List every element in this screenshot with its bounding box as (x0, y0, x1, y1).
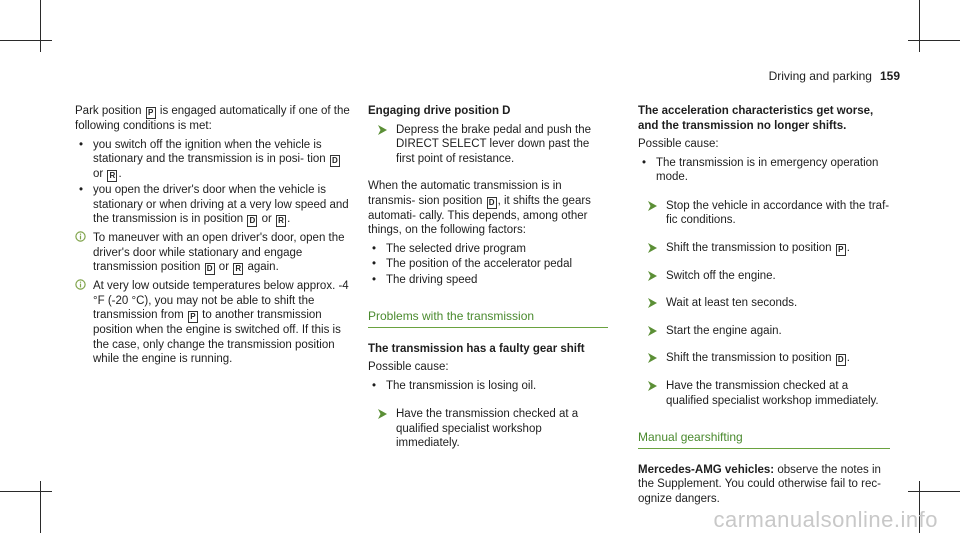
amg-paragraph: Mercedes-AMG vehicles: observe the notes in the Supplement. You could otherwise fail to rec- ognize dangers. (638, 463, 881, 505)
note-icon (75, 279, 93, 367)
column-1 (75, 104, 351, 371)
instruction-step: Shift the transmission to position P . (638, 241, 890, 256)
paragraph: When the automatic transmission is in transmis- sion position D , it shifts the gears automati- cally. This depends, among other things, on the following factors: (368, 180, 591, 236)
note-block (75, 279, 351, 367)
instruction-step: Start the engine again. (638, 324, 890, 339)
crop-mark (40, 0, 41, 52)
section-heading: Engaging drive position D (368, 105, 511, 117)
crop-mark (0, 40, 52, 41)
causes-list (638, 156, 890, 185)
drive-glyph: D (487, 197, 497, 209)
reverse-glyph: R (107, 170, 117, 182)
arrow-right-icon (638, 241, 666, 256)
amg-label: Mercedes-AMG vehicles: (638, 463, 775, 476)
drive-glyph: D (247, 215, 257, 227)
section-heading: Problems with the transmission (368, 309, 608, 328)
arrow-right-icon (638, 324, 666, 339)
cause-label: Possible cause: (638, 138, 719, 150)
conditions-list (75, 138, 351, 228)
cause-label: Possible cause: (368, 361, 449, 373)
instruction-step: Wait at least ten seconds. (638, 296, 890, 311)
page-header (769, 69, 900, 84)
list-item: • The transmission is in emergency operation mode. (638, 156, 890, 185)
section-title: Driving and parking (768, 69, 872, 83)
arrow-right-icon (638, 351, 666, 366)
arrow-right-icon (638, 296, 666, 311)
note-block (75, 231, 351, 275)
instruction-step: Switch off the engine. (638, 269, 890, 284)
watermark: carmanualsonline.info (713, 506, 938, 532)
arrow-right-icon (638, 379, 666, 408)
arrow-right-icon (638, 199, 666, 228)
list-item: • The selected drive program (368, 242, 608, 257)
list-item: • The position of the accelerator pedal (368, 257, 608, 272)
park-glyph: P (836, 244, 846, 256)
arrow-right-icon (638, 269, 666, 284)
crop-mark (0, 491, 52, 492)
instruction-step: Shift the transmission to position D . (638, 351, 890, 366)
column-2 (368, 104, 608, 464)
instruction-step: Stop the vehicle in accordance with the traf- fic conditions. (638, 199, 890, 228)
column-3 (638, 104, 890, 510)
note-text: To maneuver with an open driver's door, open the driver's door while stationary and engage transmission position D or R again. (93, 232, 345, 273)
causes-list (368, 379, 608, 394)
list-item: • The transmission is losing oil. (368, 379, 608, 394)
note-icon (75, 231, 93, 275)
list-item: • The driving speed (368, 273, 608, 288)
crop-mark (919, 0, 920, 52)
park-glyph: P (188, 311, 198, 323)
drive-glyph: D (330, 155, 340, 167)
park-glyph: P (146, 107, 156, 119)
drive-glyph: D (836, 354, 846, 366)
problem-heading: The transmission has a faulty gear shift (368, 342, 585, 355)
crop-mark (908, 491, 960, 492)
arrow-right-icon (368, 407, 396, 451)
reverse-glyph: R (276, 215, 286, 227)
crop-mark (40, 481, 41, 533)
section-heading: Manual gearshifting (638, 430, 890, 449)
factors-list (368, 242, 608, 288)
instruction-step: Depress the brake pedal and push the DIRECT SELECT lever down past the first point of resistance. (368, 123, 608, 167)
list-item: • you open the driver's door when the vehicle is stationary or when driving at a very low speed and the transmission is in position D or R . (75, 183, 351, 227)
list-item: • you switch off the ignition when the vehicle is stationary and the transmission is in posi- tion D or R . (75, 138, 351, 183)
intro-paragraph: Park position P is engaged automatically if one of the following conditions is met: (75, 105, 350, 132)
crop-mark (908, 40, 960, 41)
drive-glyph: D (205, 263, 215, 275)
problem-heading: The acceleration characteristics get worse, and the transmission no longer shifts. (638, 105, 874, 132)
note-text: At very low outside temperatures below approx. -4 °F (-20 °C), you may not be able to shift the transmission from P to another transmission position when the engine is switched off. If this is the case, only change the transmission position while the engine is running. (93, 280, 349, 365)
arrow-right-icon (368, 123, 396, 167)
instruction-step: Have the transmission checked at a qualified specialist workshop immediately. (638, 379, 890, 408)
instruction-step: Have the transmission checked at a qualified specialist workshop immediately. (368, 407, 608, 451)
reverse-glyph: R (233, 263, 243, 275)
page-number: 159 (879, 69, 900, 83)
